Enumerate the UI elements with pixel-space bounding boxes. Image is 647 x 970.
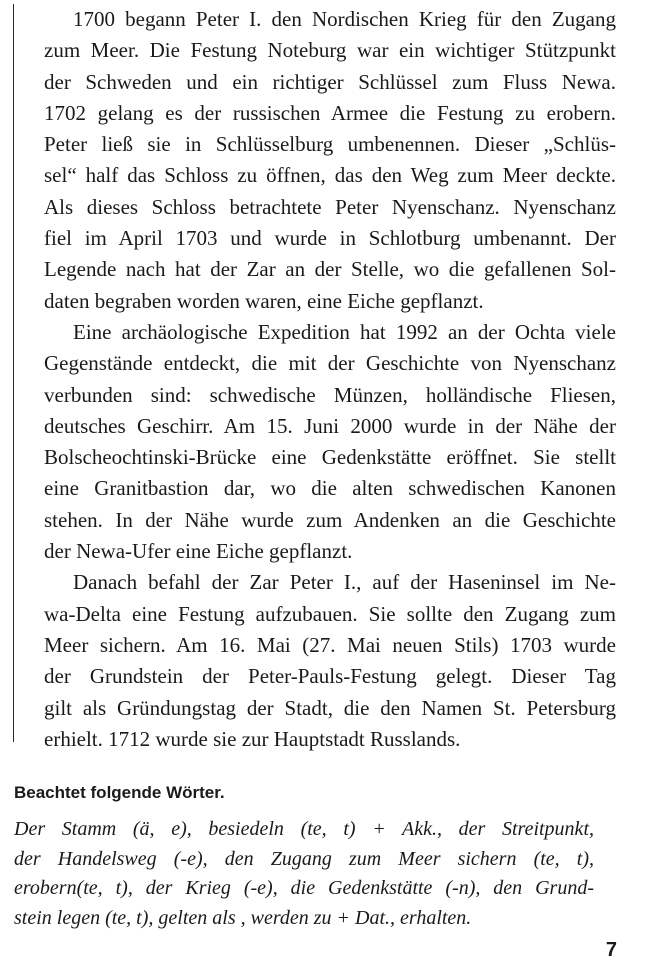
text-line: eine Granitbastion dar, wo die alten schwedischen Kanonen bbox=[44, 476, 616, 501]
text-line: stehen. In der Nähe wurde zum Andenken an die Geschichte bbox=[44, 507, 616, 532]
text-line: wa-Delta eine Festung aufzubauen. Sie sollte den Zugang zum bbox=[44, 601, 616, 626]
text-line: Meer sichern. Am 16. Mai (27. Mai neuen Stils) 1703 wurde bbox=[44, 632, 616, 657]
paragraph bbox=[44, 317, 616, 567]
text-line: zum Meer. Die Festung Noteburg war ein wichtiger Stützpunkt bbox=[44, 38, 616, 63]
text-line: Gegenstände entdeckt, die mit der Geschichte von Nyenschanz bbox=[44, 351, 616, 376]
text-line: Bolscheochtinski-Brücke eine Gedenkstätte eröffnet. Sie stellt bbox=[44, 445, 616, 470]
text-line: Peter ließ sie in Schlüsselburg umbenennen. Dieser „Schlüs- bbox=[44, 132, 616, 157]
text-line: der Schweden und ein richtiger Schlüssel zum Fluss Newa. bbox=[44, 69, 616, 94]
text-line: Eine archäologische Expedition hat 1992 an der Ochta viele bbox=[73, 319, 616, 344]
main-text bbox=[44, 4, 616, 755]
paragraph bbox=[44, 4, 616, 317]
text-line: gilt als Gründungstag der Stadt, die den Namen St. Petersburg bbox=[44, 695, 616, 720]
vocabulary-heading: Beachtet folgende Wörter. bbox=[14, 783, 225, 802]
text-line: 1702 gelang es der russischen Armee die Festung zu erobern. bbox=[44, 100, 616, 125]
text-line: Legende nach hat der Zar an der Stelle, wo die gefallenen Sol- bbox=[44, 257, 616, 282]
text-line: verbunden sind: schwedische Münzen, holländische Fliesen, bbox=[44, 382, 616, 407]
text-line: 1700 begann Peter I. den Nordischen Krieg für den Zugang bbox=[73, 7, 616, 31]
text-line: der Grundstein der Peter-Pauls-Festung gelegt. Dieser Tag bbox=[44, 664, 616, 689]
text-line: daten begraben worden waren, eine Eiche gepflanzt. bbox=[44, 288, 484, 313]
vocabulary-line: erobern(te, t), der Krieg (-e), die Gedenkstätte (-n), den Grund- bbox=[14, 877, 594, 899]
page-number: 7 bbox=[605, 939, 617, 961]
margin-rule bbox=[13, 4, 14, 742]
text-line: fiel im April 1703 und wurde in Schlotburg umbenannt. Der bbox=[44, 226, 616, 251]
vocabulary-line: der Handelsweg (-e), den Zugang zum Meer sichern (te, t), bbox=[14, 847, 594, 870]
vocabulary-line: stein legen (te, t), gelten als , werden zu + Dat., erhalten. bbox=[14, 906, 472, 929]
text-line: der Newa-Ufer eine Eiche gepflanzt. bbox=[44, 539, 353, 564]
vocabulary-line: Der Stamm (ä, e), besiedeln (te, t) + Akk., der Streitpunkt, bbox=[14, 818, 594, 840]
text-line: Als dieses Schloss betrachtete Peter Nyenschanz. Nyenschanz bbox=[44, 194, 616, 219]
vocabulary-list bbox=[14, 815, 594, 933]
text-line: Danach befahl der Zar Peter I., auf der Haseninsel im Ne- bbox=[73, 570, 616, 595]
text-line: deutsches Geschirr. Am 15. Juni 2000 wurde in der Nähe der bbox=[44, 413, 616, 438]
paragraph bbox=[44, 567, 616, 755]
text-line: sel“ half das Schloss zu öffnen, das den Weg zum Meer deckte. bbox=[44, 163, 616, 188]
text-line: erhielt. 1712 wurde sie zur Hauptstadt Russlands. bbox=[44, 726, 461, 751]
